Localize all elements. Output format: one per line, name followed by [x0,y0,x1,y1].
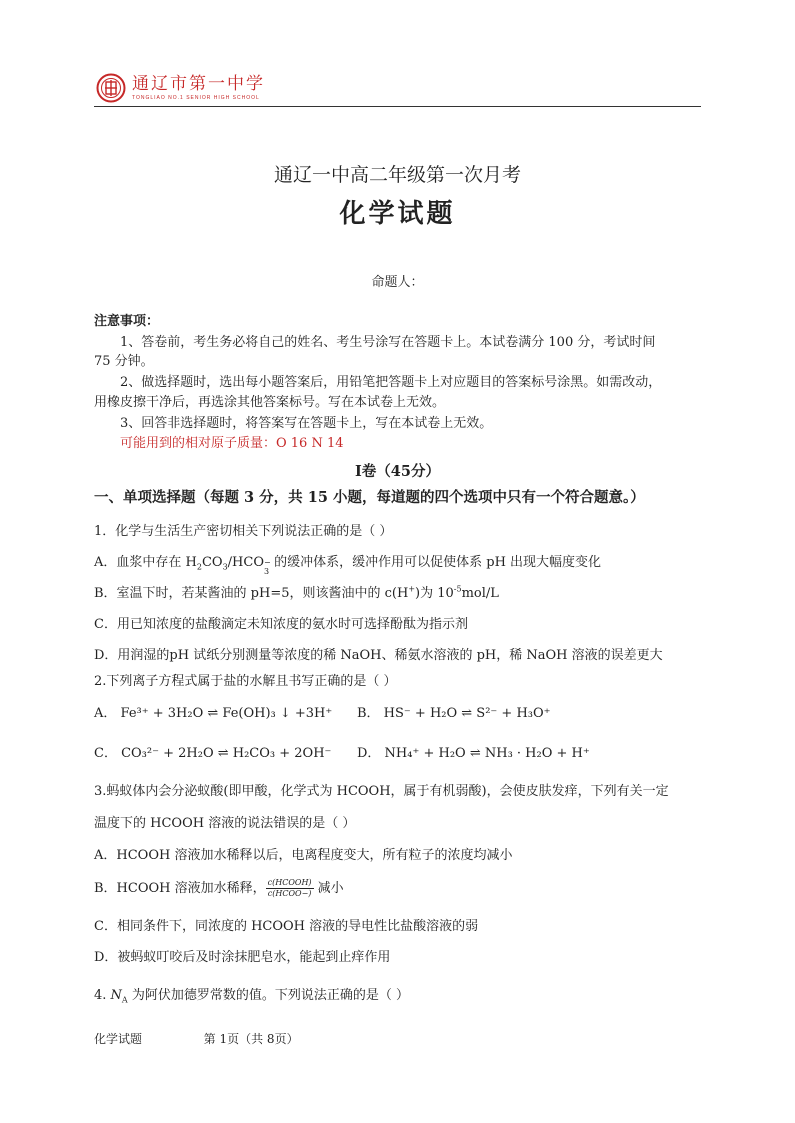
notice-item-2a: 2、做选择题时，选出每小题答案后，用铅笔把答题卡上对应题目的答案标号涂黑。如需改动， [120,375,662,390]
school-name-cn: 通辽市第一中学 [132,73,265,94]
school-logo [96,70,265,106]
q3-stem-line1: 3.蚂蚁体内会分泌蚁酸(即甲酸，化学式为 HCOOH，属于有机弱酸)，会使皮肤发痒，下列有关一定 [94,784,669,799]
exam-title: 通辽一中高二年级第一次月考 [273,164,521,186]
q3-stem-line2: 温度下的 HCOOH 溶液的说法错误的是（ ） [94,816,356,831]
notice-item-2b: 用橡皮擦干净后，再选涂其他答案标号。写在本试卷上无效。 [94,395,446,410]
school-name-en: TONGLIAO NO.1 SENIOR HIGH SCHOOL [132,94,260,101]
notice-item-1b: 75 分钟。 [94,354,154,369]
q1-option-b: B．室温下时，若某酱油的 pH=5，则该酱油中的 c(H+)为 $10^{-5}mol/L$ [94,584,499,601]
atomic-mass-note: 可能用到的相对原子质量：O 16 N 14 [120,436,344,451]
page-footer [94,1030,299,1047]
q1-option-c: C．用已知浓度的盐酸滴定未知浓度的氨水时可选择酚酞为指示剂 [94,617,468,632]
q3-option-b: B．HCOOH 溶液加水稀释， $\frac{\text{c(HCOOH)}}{\text{c(HCOO−)}}$ 减小 [94,878,344,898]
q2-stem: 2.下列离子方程式属于盐的水解且书写正确的是（ ） [94,674,397,689]
subject-title: 化学试题 [339,199,456,229]
q2-option-b: B． HS⁻ + H₂O ⇌ S²⁻ + H₃O⁺ [357,706,551,721]
notice-item-1a: 1、答卷前，考生务必将自己的姓名、考生号涂写在答题卡上。本试卷满分 100 分，考试时间 [120,335,656,350]
notice-heading: 注意事项： [94,314,160,329]
q1-stem: 1．化学与生活生产密切相关下列说法正确的是（ ） [94,524,393,539]
part-title: I卷（45分） [355,463,440,480]
section-heading: 一、单项选择题（每题 3 分，共 15 小题，每道题的四个选项中只有一个符合题意。） [94,489,645,506]
header-rule [94,106,701,107]
q1-option-d: D．用润湿的pH 试纸分别测量等浓度的稀 NaOH、稀氨水溶液的 pH，稀 NaOH 溶液的误差更大 [94,648,663,663]
q2-option-a: A． Fe³⁺ + 3H₂O ⇌ Fe(OH)₃ ↓ +3H⁺ [94,706,333,721]
q3-option-a: A．HCOOH 溶液加水稀释以后，电离程度变大，所有粒子的浓度均减小 [94,848,513,863]
q3-option-d: D．被蚂蚁叮咬后及时涂抹肥皂水，能起到止痒作用 [94,950,391,965]
q4-stem: 4. $N_A$ 为阿伏加德罗常数的值。下列说法正确的是（ ） [94,988,409,1005]
q1-option-a: A．血浆中存在 $H_2CO_3$/HCO − 3 的缓冲体系，缓冲作用可以促使体系 pH 出现大幅度变化 [94,555,602,576]
q3-option-c: C．相同条件下，同浓度的 HCOOH 溶液的导电性比盐酸溶液的弱 [94,919,479,934]
notice-item-3: 3、回答非选择题时，将答案写在答题卡上，写在本试卷上无效。 [120,416,493,431]
school-seal-icon [96,73,126,103]
q2-option-c: C． CO₃²⁻ + 2H₂O ⇌ H₂CO₃ + 2OH⁻ [94,746,332,761]
concentration-ratio: $\frac{\text{c(HCOOH)}}{\text{c(HCOO−)}}$ [267,878,312,898]
q2-option-d: D． NH₄⁺ + H₂O ⇌ NH₃ · H₂O + H⁺ [357,746,590,761]
author-label: 命题人： [371,275,424,290]
footer-subject: 化学试题 [94,1032,143,1046]
footer-page-number: 第 1页（共 8页） [203,1032,299,1046]
